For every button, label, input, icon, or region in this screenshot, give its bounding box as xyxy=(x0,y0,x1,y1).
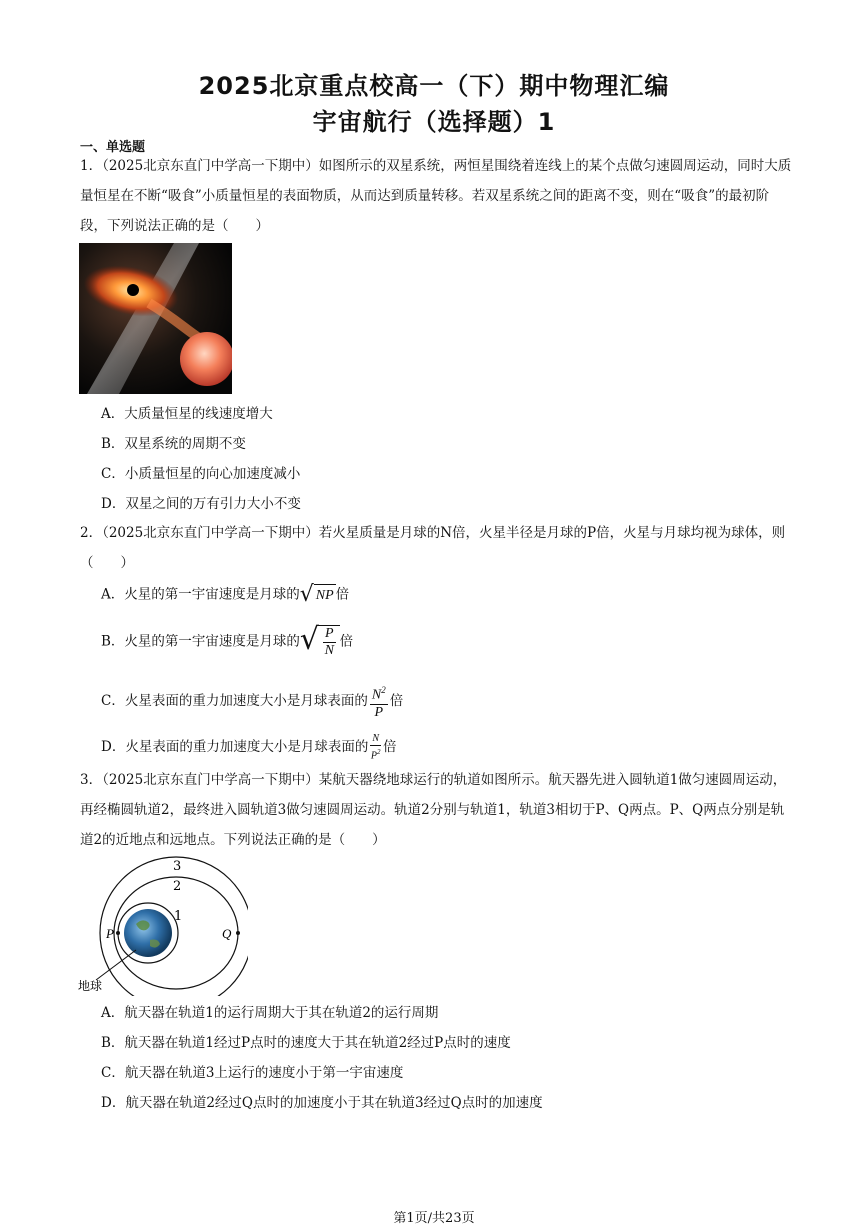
q3-option-b: B．航天器在轨道1经过P点时的速度大于其在轨道2经过P点时的速度 xyxy=(101,1035,511,1051)
q2-option-b-text: B．火星的第一宇宙速度是月球的 xyxy=(101,633,300,650)
fraction-denominator: P xyxy=(374,704,384,720)
orbit-diagram xyxy=(78,856,248,996)
q2-option-d-suffix: 倍 xyxy=(383,739,397,756)
fraction-numerator: P xyxy=(325,626,334,641)
q3-option-a: A．航天器在轨道1的运行周期大于其在轨道2的运行周期 xyxy=(101,1005,439,1021)
q2-option-d-text: D．火星表面的重力加速度大小是月球表面的 xyxy=(101,739,369,756)
q3-option-d: D．航天器在轨道2经过Q点时的加速度小于其在轨道3经过Q点时的加速度 xyxy=(101,1095,543,1111)
fraction-numerator: N xyxy=(372,733,379,744)
q2-option-a-suffix: 倍 xyxy=(335,586,350,603)
q2-option-a xyxy=(101,584,349,606)
orbit-2-label: 2 xyxy=(173,879,182,894)
sqrt-np: √ NP xyxy=(299,582,334,607)
q2-option-c-suffix: 倍 xyxy=(389,692,404,709)
fraction-n-over-p2 xyxy=(370,733,381,762)
q2-option-d xyxy=(101,733,397,762)
page-title: 2025北京重点校高一（下）期中物理汇编 xyxy=(198,72,670,100)
point-p-label: P xyxy=(106,926,114,941)
sqrt-np-radicand: NP xyxy=(314,584,336,606)
sqrt-p-over-n: √ $\frac{P}{N}$ xyxy=(300,625,340,659)
q2-option-a-text: A．火星的第一宇宙速度是月球的 xyxy=(101,586,300,603)
page-number: 第1页/共23页 xyxy=(393,1211,475,1226)
q2-option-b-suffix: 倍 xyxy=(339,633,354,650)
question-1-text: 1．（2025北京东直门中学高一下期中）如图所示的双星系统，两恒星围绕着连线上的某个点做匀速圆周运动，同时大质量恒星在不断“吸食”小质量恒星的表面物质，从而达到质量转移。若双星系统之间的距离不变，则在“吸食”的最初阶段，下列说法正确的是（ ） xyxy=(80,158,792,234)
exponent: 2 xyxy=(381,685,386,695)
q2-option-b xyxy=(101,622,354,659)
q2-option-c xyxy=(101,682,403,721)
earth-label: 地球 xyxy=(78,979,103,993)
orbit-3-label: 3 xyxy=(173,859,182,874)
point-q-label: Q xyxy=(222,926,232,941)
q1-option-d: D．双星之间的万有引力大小不变 xyxy=(101,496,301,512)
section-heading: 一、单选题 xyxy=(80,140,146,155)
q1-option-c: C．小质量恒星的向心加速度减小 xyxy=(101,466,301,482)
q2-option-c-text: C．火星表面的重力加速度大小是月球表面的 xyxy=(101,692,368,709)
fraction-denominator: N xyxy=(324,643,334,658)
q1-option-b: B．双星系统的周期不变 xyxy=(101,436,246,452)
q1-option-a: A．大质量恒星的线速度增大 xyxy=(101,406,273,422)
q3-option-c: C．航天器在轨道3上运行的速度小于第一宇宙速度 xyxy=(101,1065,404,1081)
page-subtitle: 宇宙航行（选择题）1 xyxy=(312,108,556,136)
fraction-numerator: N xyxy=(371,687,382,703)
question-2-text: 2．（2025北京东直门中学高一下期中）若火星质量是月球的N倍，火星半径是月球的P倍，火星与月球均视为球体，则（ ） xyxy=(80,525,786,571)
exponent: 2 xyxy=(376,748,381,756)
binary-star-image xyxy=(79,243,232,394)
question-3-text: 3．（2025北京东直门中学高一下期中）某航天器绕地球运行的轨道如图所示。航天器先进入圆轨道1做匀速圆周运动，再经椭圆轨道2，最终进入圆轨道3做匀速圆周运动。轨道2分别与轨道1，轨道3相切于P、Q两点。P、Q两点分别是轨道2的近地点和远地点。下列说法正确的是（ ） xyxy=(80,772,787,848)
fraction-denominator: P xyxy=(370,750,377,762)
orbit-1-label: 1 xyxy=(174,909,183,924)
fraction-n2-over-p xyxy=(370,682,388,721)
